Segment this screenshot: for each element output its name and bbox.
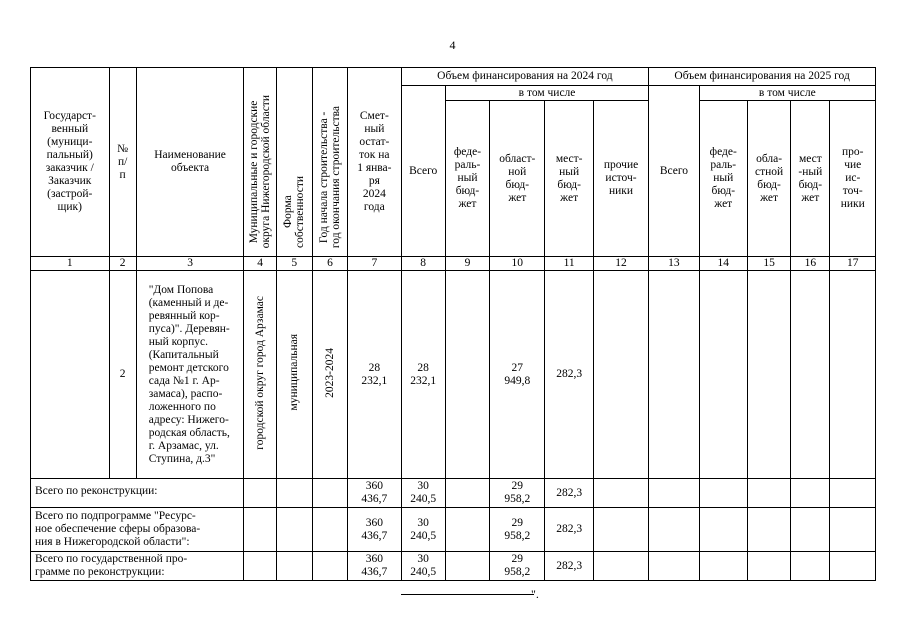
row-customer [31,271,110,479]
row-district: городской округ город Арзамас [254,295,267,450]
summary-regional-2024: 29 958,2 [490,479,545,508]
header-funding-2025: Объем финансирования на 2025 год [649,68,876,86]
row-total-2025 [649,271,699,479]
summary-total-2024: 30 240,5 [401,508,445,552]
header-funding-2024: Объем финансирования на 2024 год [401,68,649,86]
column-number: 12 [593,257,648,271]
summary-label: Всего по реконструкции: [31,479,244,508]
summary-row-subprogram [31,508,876,552]
summary-estimate: 360 436,7 [348,479,401,508]
column-number: 16 [791,257,830,271]
column-number: 13 [649,257,699,271]
summary-local-2024: 282,3 [545,479,593,508]
summary-regional-2024: 29 958,2 [490,552,545,581]
column-number: 17 [830,257,876,271]
header-customer: Государст- венный (муници- пальный) заказчик / Заказчик (застрой- щик) [31,68,110,257]
header-other-2024: прочие источ- ники [593,101,648,257]
header-local-2025: мест -ный бюд- жет [791,101,830,257]
row-regional-2025 [747,271,790,479]
summary-total-2024: 30 240,5 [401,479,445,508]
header-regional-2024: област- ной бюд- жет [490,101,545,257]
header-federal-2025: феде- раль- ный бюд- жет [699,101,747,257]
header-local-2024: мест- ный бюд- жет [545,101,593,257]
column-number: 3 [136,257,244,271]
row-ownership: муниципальная [288,334,301,411]
header-estimate-balance: Смет- ный остат- ток на 1 янва- ря 2024 года [348,68,401,257]
row-total-2024: 28 232,1 [401,271,445,479]
row-years: 2023-2024 [324,347,337,398]
summary-estimate: 360 436,7 [348,552,401,581]
column-number: 15 [747,257,790,271]
summary-total-2024: 30 240,5 [401,552,445,581]
header-ownership: Форма собственности [282,176,307,248]
column-number: 11 [545,257,593,271]
row-regional-2024: 27 949,8 [490,271,545,479]
column-number: 7 [348,257,401,271]
row-federal-2025 [699,271,747,479]
row-num: 2 [109,271,136,479]
header-num: № п/ п [109,68,136,257]
column-number: 8 [401,257,445,271]
summary-regional-2024: 29 958,2 [490,508,545,552]
header-total-2025: Всего [649,86,699,257]
summary-row-state-program [31,552,876,581]
page-number: 4 [449,38,456,52]
footer-underline [401,594,534,595]
column-number: 10 [490,257,545,271]
summary-row-reconstruction [31,479,876,508]
header-federal-2024: феде- раль- ный бюд- жет [445,101,489,257]
header-regional-2025: обла- стной бюд- жет [747,101,790,257]
column-number: 14 [699,257,747,271]
column-number: 5 [276,257,312,271]
header-including-2025: в том числе [699,86,875,101]
column-number: 1 [31,257,110,271]
summary-local-2024: 282,3 [545,552,593,581]
row-other-2024 [593,271,648,479]
row-local-2024: 282,3 [545,271,593,479]
header-total-2024: Всего [401,86,445,257]
summary-local-2024: 282,3 [545,508,593,552]
financing-table [30,67,876,581]
row-estimate: 28 232,1 [348,271,401,479]
row-federal-2024 [445,271,489,479]
column-number-row [31,257,876,271]
summary-label: Всего по подпрограмме "Ресурс- ное обеспечение сферы образова- ния в Нижегородской области": [31,508,244,552]
summary-estimate: 360 436,7 [348,508,401,552]
header-years: Год начала строительства - год окончания строительства [318,105,343,248]
row-object-name: "Дом Попова (каменный и де- ревянный кор- пуса)". Деревян- ный корпус. (Капитальный ремонт детского сада №1 г. Ар- замаса), распо- ложенного по адресу: Нижего- родская область, г. Арзамас, ул. Ступина, д.3" [136,271,244,479]
footer-quote-mark: ". [531,587,539,601]
row-other-2025 [830,271,876,479]
column-number: 6 [312,257,347,271]
header-district: Муниципальные и городские округа Нижегородской области [248,94,273,248]
header-object-name: Наименование объекта [136,68,244,257]
column-number: 9 [445,257,489,271]
column-number: 2 [109,257,136,271]
summary-label: Всего по государственной про- грамме по реконструкции: [31,552,244,581]
header-including-2024: в том числе [445,86,648,101]
row-local-2025 [791,271,830,479]
column-number: 4 [244,257,276,271]
header-other-2025: про- чие ис- точ- ники [830,101,876,257]
table-row [31,271,876,479]
